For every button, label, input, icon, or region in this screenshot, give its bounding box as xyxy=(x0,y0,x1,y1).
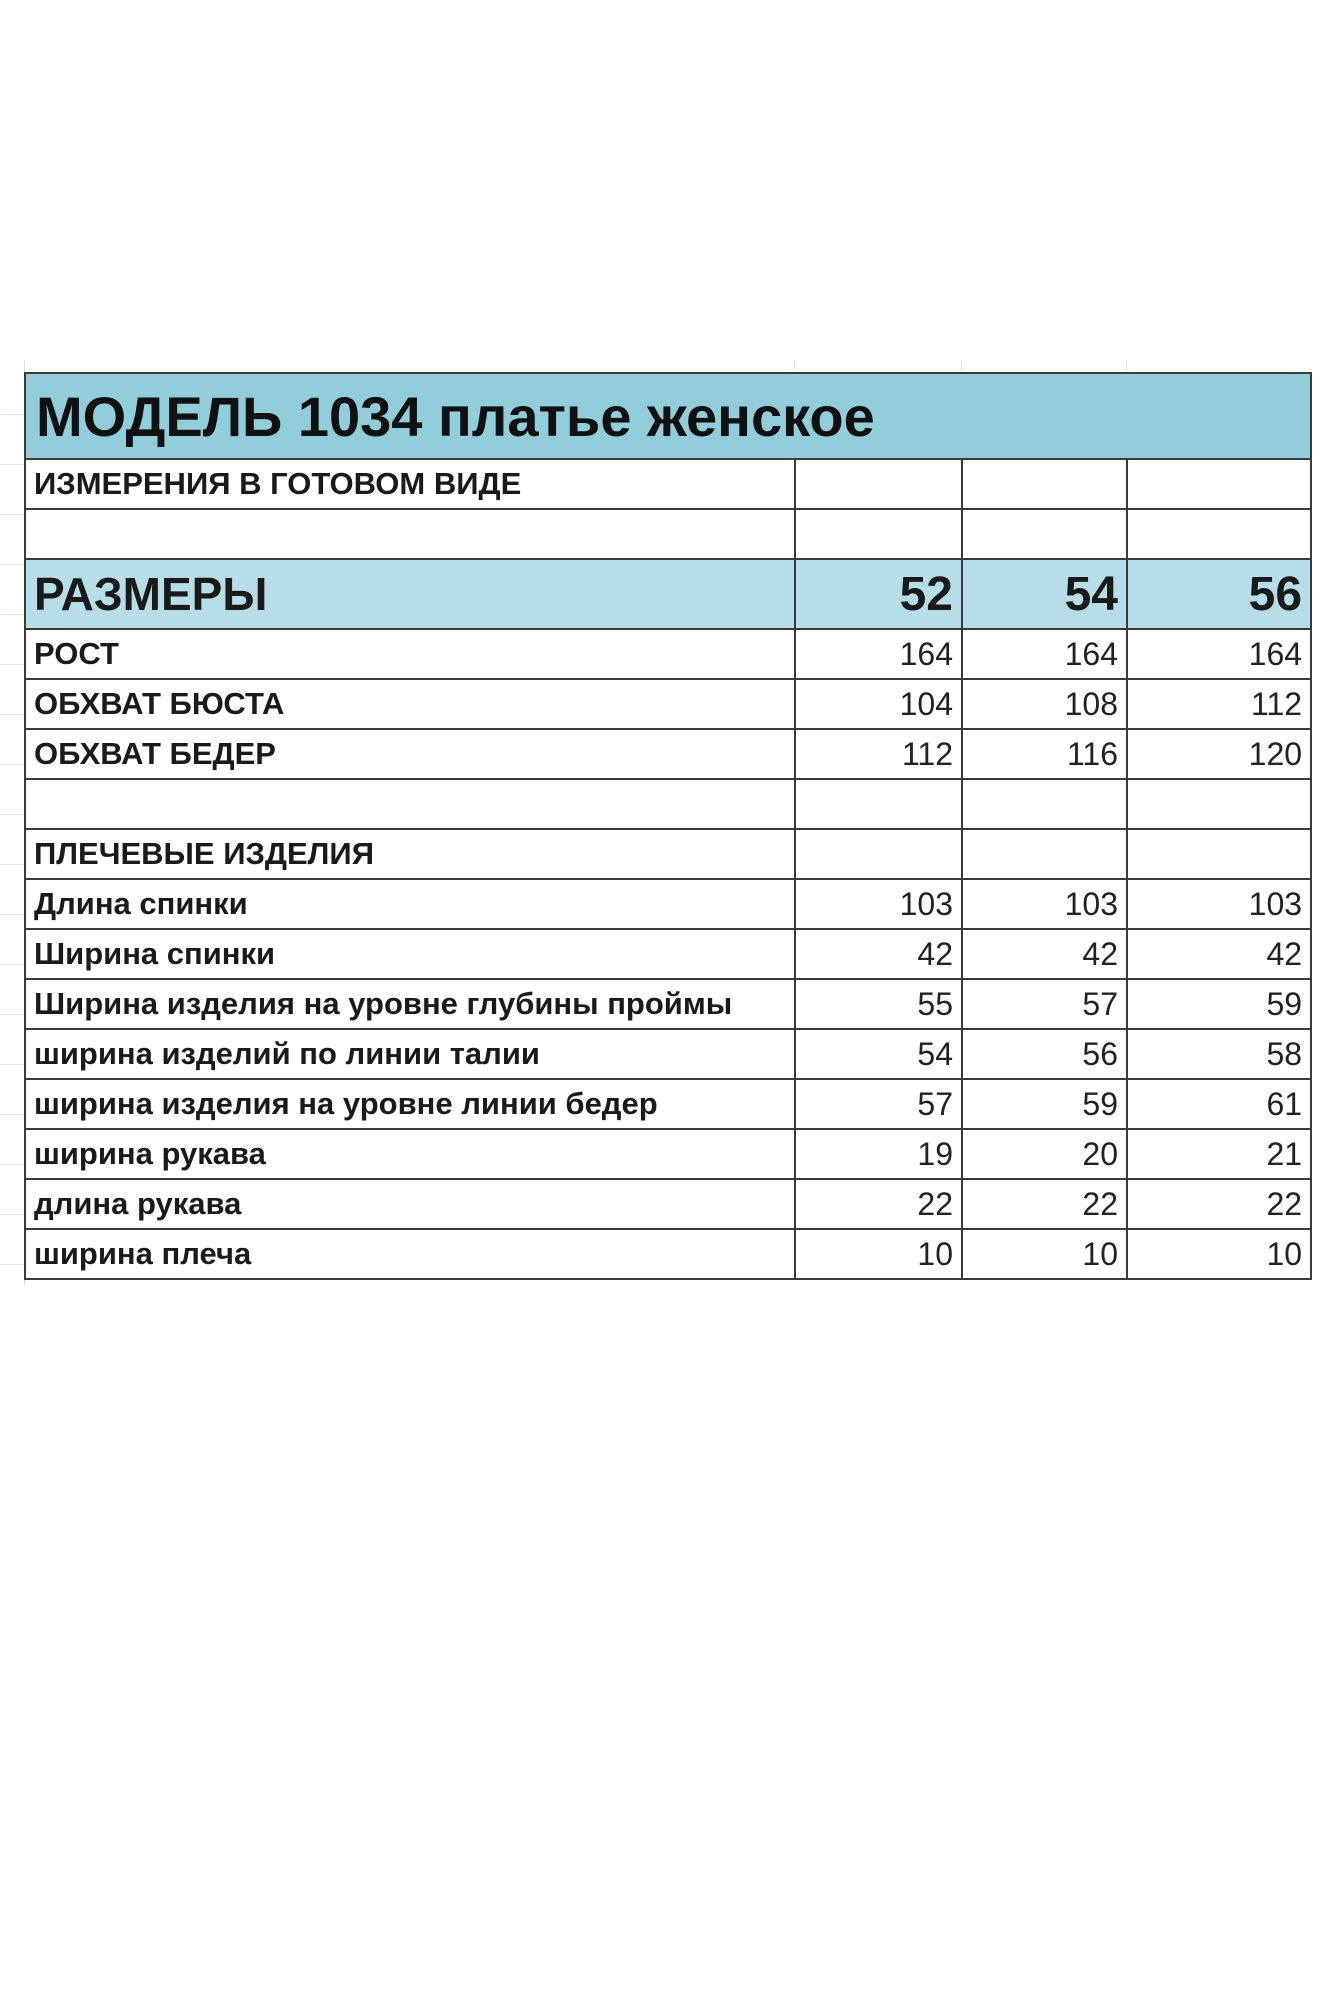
row-value: 42 xyxy=(1127,929,1311,979)
sizes-header-label: РАЗМЕРЫ xyxy=(25,559,795,629)
row-value: 164 xyxy=(962,629,1127,679)
row-value: 116 xyxy=(962,729,1127,779)
row-value: 55 xyxy=(795,979,962,1029)
measurements-subtitle: ИЗМЕРЕНИЯ В ГОТОВОМ ВИДЕ xyxy=(25,459,795,509)
empty-row xyxy=(25,779,1311,829)
row-value: 103 xyxy=(795,879,962,929)
section-label: ПЛЕЧЕВЫЕ ИЗДЕЛИЯ xyxy=(25,829,795,879)
row-value: 54 xyxy=(795,1029,962,1079)
empty-cell xyxy=(962,779,1127,829)
size-54: 54 xyxy=(962,559,1127,629)
empty-cell xyxy=(1127,779,1311,829)
row-value: 20 xyxy=(962,1129,1127,1179)
row-label: длина рукава xyxy=(25,1179,795,1229)
model-title: МОДЕЛЬ 1034 платье женское xyxy=(25,373,1311,459)
sizes-header-row xyxy=(25,559,1311,629)
empty-cell xyxy=(1127,509,1311,559)
row-value: 103 xyxy=(962,879,1127,929)
row-value: 58 xyxy=(1127,1029,1311,1079)
garment-row-armhole-width xyxy=(25,979,1311,1029)
row-value: 59 xyxy=(1127,979,1311,1029)
row-value: 104 xyxy=(795,679,962,729)
body-row-height xyxy=(25,629,1311,679)
empty-cell xyxy=(25,509,795,559)
empty-cell xyxy=(962,509,1127,559)
row-value: 61 xyxy=(1127,1079,1311,1129)
garment-row-sleeve-length xyxy=(25,1179,1311,1229)
row-value: 164 xyxy=(795,629,962,679)
row-value: 57 xyxy=(795,1079,962,1129)
row-label: РОСТ xyxy=(25,629,795,679)
subtitle-row xyxy=(25,459,1311,509)
size-56: 56 xyxy=(1127,559,1311,629)
row-value: 22 xyxy=(1127,1179,1311,1229)
empty-row xyxy=(25,509,1311,559)
garment-row-back-length xyxy=(25,879,1311,929)
row-value: 56 xyxy=(962,1029,1127,1079)
garment-row-sleeve-width xyxy=(25,1129,1311,1179)
empty-cell xyxy=(795,509,962,559)
row-value: 108 xyxy=(962,679,1127,729)
empty-cell xyxy=(962,459,1127,509)
empty-cell xyxy=(25,779,795,829)
garment-row-back-width xyxy=(25,929,1311,979)
row-value: 59 xyxy=(962,1079,1127,1129)
row-value: 22 xyxy=(962,1179,1127,1229)
row-gridlines xyxy=(0,365,25,1285)
section-row xyxy=(25,829,1311,879)
row-value: 42 xyxy=(795,929,962,979)
row-value: 112 xyxy=(1127,679,1311,729)
garment-row-hip-width xyxy=(25,1079,1311,1129)
row-value: 42 xyxy=(962,929,1127,979)
empty-cell xyxy=(795,459,962,509)
size-chart-table xyxy=(24,372,1312,1280)
size-52: 52 xyxy=(795,559,962,629)
title-row xyxy=(25,373,1311,459)
body-row-hips xyxy=(25,729,1311,779)
row-value: 120 xyxy=(1127,729,1311,779)
row-label: Длина спинки xyxy=(25,879,795,929)
empty-cell xyxy=(795,829,962,879)
row-label: Ширина спинки xyxy=(25,929,795,979)
row-value: 10 xyxy=(795,1229,962,1279)
row-label: ширина изделий по линии талии xyxy=(25,1029,795,1079)
garment-row-waist-width xyxy=(25,1029,1311,1079)
row-value: 164 xyxy=(1127,629,1311,679)
row-label: ОБХВАТ БЮСТА xyxy=(25,679,795,729)
column-gridlines xyxy=(24,360,1324,370)
garment-row-shoulder-width xyxy=(25,1229,1311,1279)
body-row-bust xyxy=(25,679,1311,729)
row-value: 19 xyxy=(795,1129,962,1179)
row-label: ширина изделия на уровне линии бедер xyxy=(25,1079,795,1129)
row-value: 57 xyxy=(962,979,1127,1029)
empty-cell xyxy=(1127,829,1311,879)
row-value: 10 xyxy=(1127,1229,1311,1279)
row-value: 112 xyxy=(795,729,962,779)
row-label: ширина плеча xyxy=(25,1229,795,1279)
row-value: 22 xyxy=(795,1179,962,1229)
row-label: ОБХВАТ БЕДЕР xyxy=(25,729,795,779)
empty-cell xyxy=(962,829,1127,879)
row-value: 10 xyxy=(962,1229,1127,1279)
row-value: 103 xyxy=(1127,879,1311,929)
row-value: 21 xyxy=(1127,1129,1311,1179)
row-label: ширина рукава xyxy=(25,1129,795,1179)
empty-cell xyxy=(1127,459,1311,509)
row-label: Ширина изделия на уровне глубины проймы xyxy=(25,979,795,1029)
empty-cell xyxy=(795,779,962,829)
